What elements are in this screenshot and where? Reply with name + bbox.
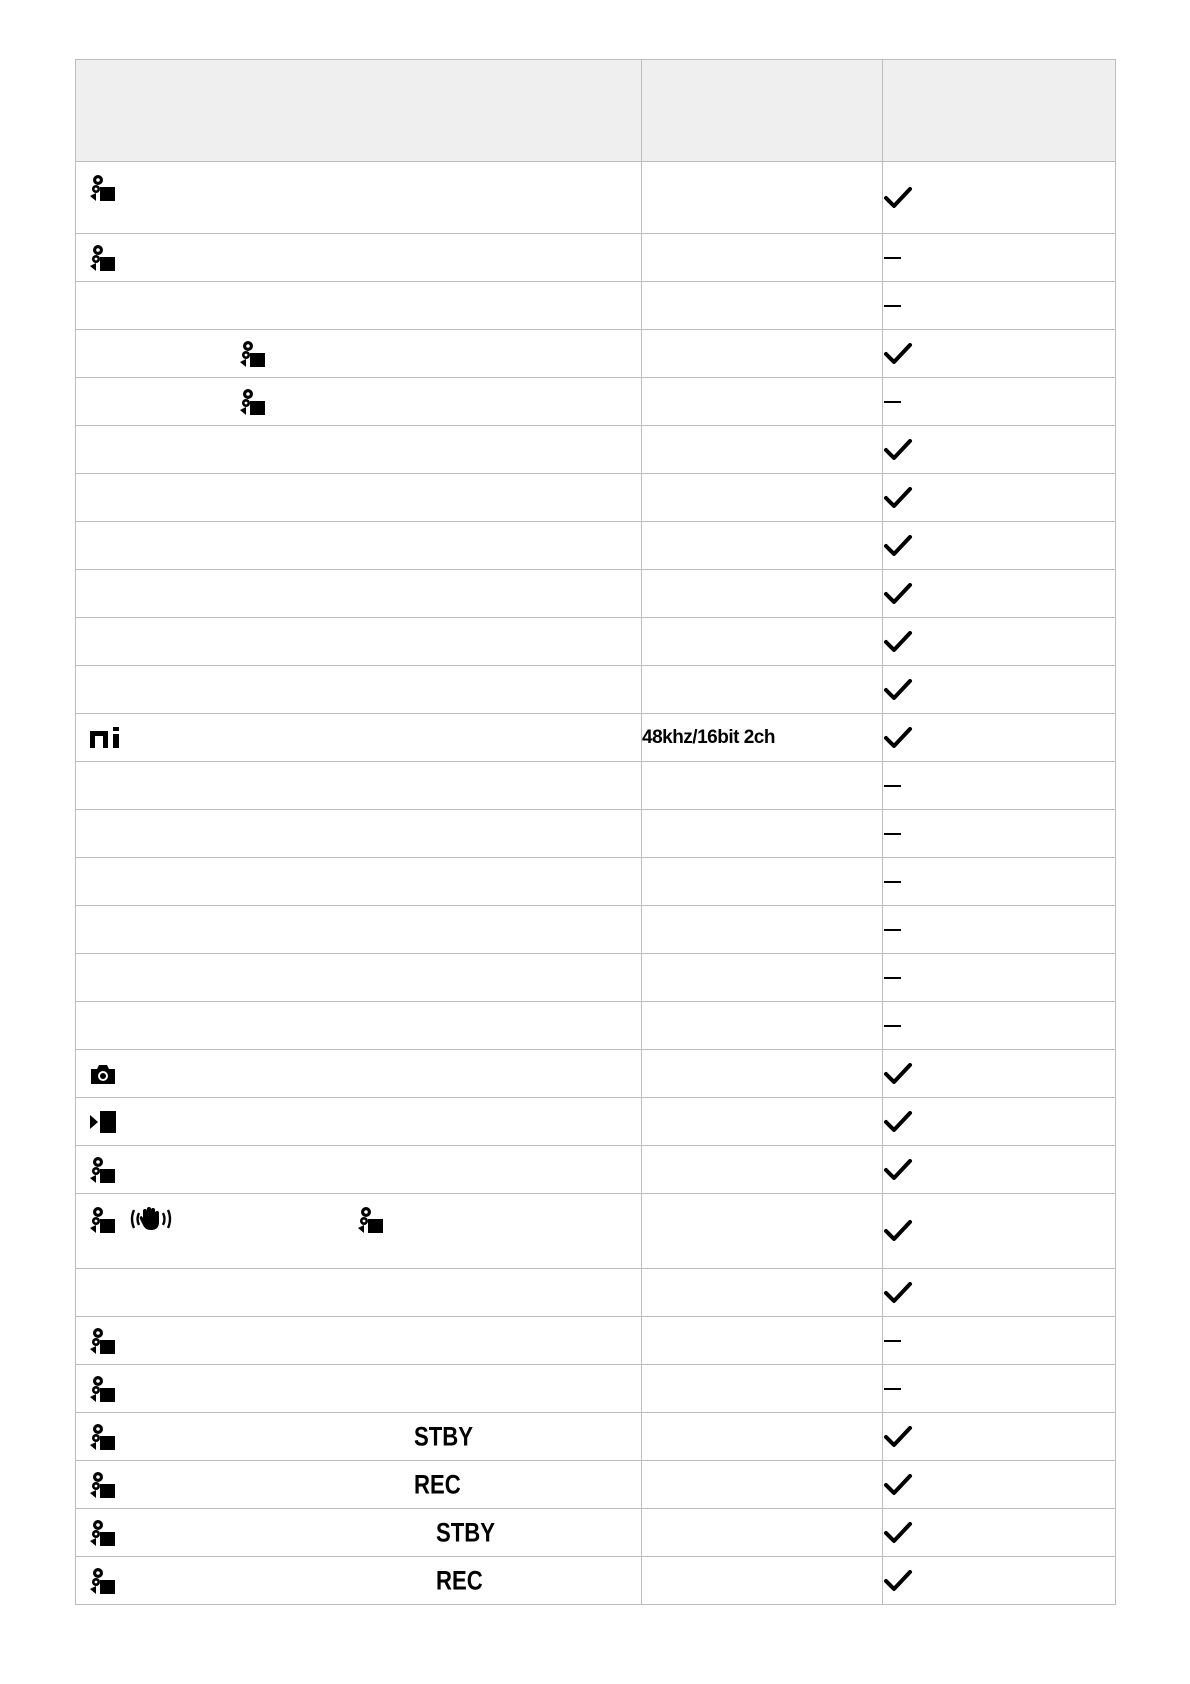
value-cell bbox=[642, 858, 883, 906]
item-cell bbox=[76, 234, 642, 282]
status-label: STBY bbox=[436, 1517, 496, 1547]
dash-icon bbox=[883, 1338, 1115, 1344]
support-cell bbox=[883, 810, 1116, 858]
check-icon bbox=[883, 678, 1115, 702]
table-row bbox=[76, 1365, 1116, 1413]
still-camera-icon bbox=[90, 1063, 116, 1085]
table-row bbox=[76, 1461, 1116, 1509]
support-cell bbox=[883, 714, 1116, 762]
support-cell bbox=[883, 906, 1116, 954]
value-cell bbox=[642, 954, 883, 1002]
value-cell bbox=[642, 474, 883, 522]
movie-camera-icon bbox=[358, 1206, 384, 1234]
support-cell bbox=[883, 234, 1116, 282]
item-cell bbox=[76, 378, 642, 426]
movie-camera-icon bbox=[90, 174, 116, 202]
dash-icon bbox=[883, 831, 1115, 837]
table-row bbox=[76, 906, 1116, 954]
movie-camera-icon bbox=[90, 1423, 116, 1451]
movie-camera-icon bbox=[240, 340, 266, 368]
support-cell bbox=[883, 426, 1116, 474]
value-cell bbox=[642, 762, 883, 810]
audio-multi-interface-icon bbox=[90, 727, 120, 749]
check-icon bbox=[883, 438, 1115, 462]
value-cell bbox=[642, 162, 883, 234]
check-icon bbox=[883, 342, 1115, 366]
table-row bbox=[76, 162, 1116, 234]
support-cell bbox=[883, 1194, 1116, 1269]
table-row bbox=[76, 1317, 1116, 1365]
value-cell bbox=[642, 330, 883, 378]
value-cell bbox=[642, 906, 883, 954]
value-cell bbox=[642, 1098, 883, 1146]
status-label: REC bbox=[436, 1565, 483, 1595]
item-cell bbox=[76, 666, 642, 714]
value-cell bbox=[642, 810, 883, 858]
table-row bbox=[76, 570, 1116, 618]
table-body bbox=[76, 162, 1116, 1605]
movie-camera-icon bbox=[90, 1156, 116, 1184]
table-row bbox=[76, 1269, 1116, 1317]
item-cell bbox=[76, 714, 642, 762]
movie-camera-icon bbox=[90, 1567, 116, 1595]
steadyshot-icon bbox=[130, 1206, 172, 1232]
dash-icon bbox=[883, 399, 1115, 405]
check-icon bbox=[883, 486, 1115, 510]
item-cell bbox=[76, 1098, 642, 1146]
item-cell bbox=[76, 1509, 642, 1557]
playback-icon bbox=[90, 1110, 118, 1134]
item-cell bbox=[76, 858, 642, 906]
movie-camera-icon bbox=[90, 1327, 116, 1355]
item-cell bbox=[76, 762, 642, 810]
item-cell bbox=[76, 162, 642, 234]
item-cell bbox=[76, 1317, 642, 1365]
value-cell bbox=[642, 666, 883, 714]
table-row bbox=[76, 522, 1116, 570]
table-row bbox=[76, 954, 1116, 1002]
support-cell bbox=[883, 1317, 1116, 1365]
value-cell bbox=[642, 1317, 883, 1365]
support-cell bbox=[883, 1365, 1116, 1413]
header-cell-support bbox=[883, 60, 1116, 162]
item-cell bbox=[76, 1146, 642, 1194]
item-cell bbox=[76, 1365, 642, 1413]
status-label: REC bbox=[414, 1469, 461, 1499]
table-row bbox=[76, 1050, 1116, 1098]
value-cell bbox=[642, 1269, 883, 1317]
value-cell bbox=[642, 1461, 883, 1509]
support-cell bbox=[883, 1002, 1116, 1050]
support-cell bbox=[883, 1413, 1116, 1461]
value-cell bbox=[642, 1146, 883, 1194]
support-cell bbox=[883, 162, 1116, 234]
movie-camera-icon bbox=[90, 1206, 116, 1234]
value-cell bbox=[642, 234, 883, 282]
item-cell bbox=[76, 1002, 642, 1050]
value-cell bbox=[642, 1194, 883, 1269]
support-cell bbox=[883, 522, 1116, 570]
value-cell: 48khz/16bit 2ch bbox=[642, 714, 883, 762]
table-row bbox=[76, 618, 1116, 666]
support-cell bbox=[883, 1461, 1116, 1509]
header-cell-item bbox=[76, 60, 642, 162]
dash-icon bbox=[883, 927, 1115, 933]
value-cell bbox=[642, 618, 883, 666]
table-row bbox=[76, 1413, 1116, 1461]
table-row bbox=[76, 714, 1116, 762]
table-row bbox=[76, 330, 1116, 378]
support-cell bbox=[883, 666, 1116, 714]
support-cell bbox=[883, 1050, 1116, 1098]
value-cell bbox=[642, 426, 883, 474]
check-icon bbox=[883, 534, 1115, 558]
value-cell bbox=[642, 522, 883, 570]
check-icon bbox=[883, 1281, 1115, 1305]
value-cell bbox=[642, 570, 883, 618]
item-cell bbox=[76, 906, 642, 954]
table-row bbox=[76, 378, 1116, 426]
item-cell bbox=[76, 618, 642, 666]
table-row bbox=[76, 762, 1116, 810]
support-cell bbox=[883, 1146, 1116, 1194]
check-icon bbox=[883, 1521, 1115, 1545]
table-row bbox=[76, 1002, 1116, 1050]
check-icon bbox=[883, 1219, 1115, 1243]
item-cell bbox=[76, 522, 642, 570]
check-icon bbox=[883, 1569, 1115, 1593]
support-cell bbox=[883, 474, 1116, 522]
support-cell bbox=[883, 282, 1116, 330]
status-label: STBY bbox=[414, 1421, 474, 1451]
check-icon bbox=[883, 186, 1115, 210]
movie-camera-icon bbox=[90, 244, 116, 272]
item-cell bbox=[76, 1461, 642, 1509]
check-icon bbox=[883, 726, 1115, 750]
value-cell bbox=[642, 1413, 883, 1461]
dash-icon bbox=[883, 303, 1115, 309]
movie-camera-icon bbox=[240, 388, 266, 416]
check-icon bbox=[883, 1110, 1115, 1134]
support-cell bbox=[883, 1557, 1116, 1605]
support-cell bbox=[883, 1509, 1116, 1557]
item-cell bbox=[76, 282, 642, 330]
item-cell bbox=[76, 1413, 642, 1461]
dash-icon bbox=[883, 975, 1115, 981]
support-cell bbox=[883, 762, 1116, 810]
table-row bbox=[76, 1146, 1116, 1194]
item-cell bbox=[76, 426, 642, 474]
support-cell bbox=[883, 330, 1116, 378]
dash-icon bbox=[883, 1386, 1115, 1392]
table-row bbox=[76, 426, 1116, 474]
support-cell bbox=[883, 954, 1116, 1002]
table-row bbox=[76, 282, 1116, 330]
value-cell bbox=[642, 378, 883, 426]
support-cell bbox=[883, 378, 1116, 426]
movie-camera-icon bbox=[90, 1471, 116, 1499]
settings-table bbox=[75, 59, 1116, 1605]
dash-icon bbox=[883, 255, 1115, 261]
table-row bbox=[76, 810, 1116, 858]
value-cell bbox=[642, 1050, 883, 1098]
item-cell bbox=[76, 954, 642, 1002]
table-header-row bbox=[76, 60, 1116, 162]
table-row bbox=[76, 1194, 1116, 1269]
support-cell bbox=[883, 1098, 1116, 1146]
movie-camera-icon bbox=[90, 1375, 116, 1403]
item-cell bbox=[76, 1269, 642, 1317]
table-row bbox=[76, 474, 1116, 522]
table-row bbox=[76, 1557, 1116, 1605]
check-icon bbox=[883, 1062, 1115, 1086]
dash-icon bbox=[883, 783, 1115, 789]
check-icon bbox=[883, 1158, 1115, 1182]
table-row bbox=[76, 666, 1116, 714]
support-cell bbox=[883, 858, 1116, 906]
item-cell bbox=[76, 570, 642, 618]
item-cell bbox=[76, 474, 642, 522]
dash-icon bbox=[883, 879, 1115, 885]
check-icon bbox=[883, 1473, 1115, 1497]
header-cell-value bbox=[642, 60, 883, 162]
table-row bbox=[76, 1509, 1116, 1557]
support-cell bbox=[883, 570, 1116, 618]
item-cell bbox=[76, 810, 642, 858]
value-cell bbox=[642, 282, 883, 330]
item-cell bbox=[76, 330, 642, 378]
support-cell bbox=[883, 618, 1116, 666]
item-cell bbox=[76, 1557, 642, 1605]
check-icon bbox=[883, 1425, 1115, 1449]
support-cell bbox=[883, 1269, 1116, 1317]
check-icon bbox=[883, 582, 1115, 606]
value-cell bbox=[642, 1557, 883, 1605]
dash-icon bbox=[883, 1023, 1115, 1029]
item-cell bbox=[76, 1050, 642, 1098]
table-row bbox=[76, 234, 1116, 282]
table-row bbox=[76, 1098, 1116, 1146]
check-icon bbox=[883, 630, 1115, 654]
table-row bbox=[76, 858, 1116, 906]
item-cell bbox=[76, 1194, 642, 1269]
value-cell bbox=[642, 1509, 883, 1557]
value-cell bbox=[642, 1365, 883, 1413]
movie-camera-icon bbox=[90, 1519, 116, 1547]
value-cell bbox=[642, 1002, 883, 1050]
